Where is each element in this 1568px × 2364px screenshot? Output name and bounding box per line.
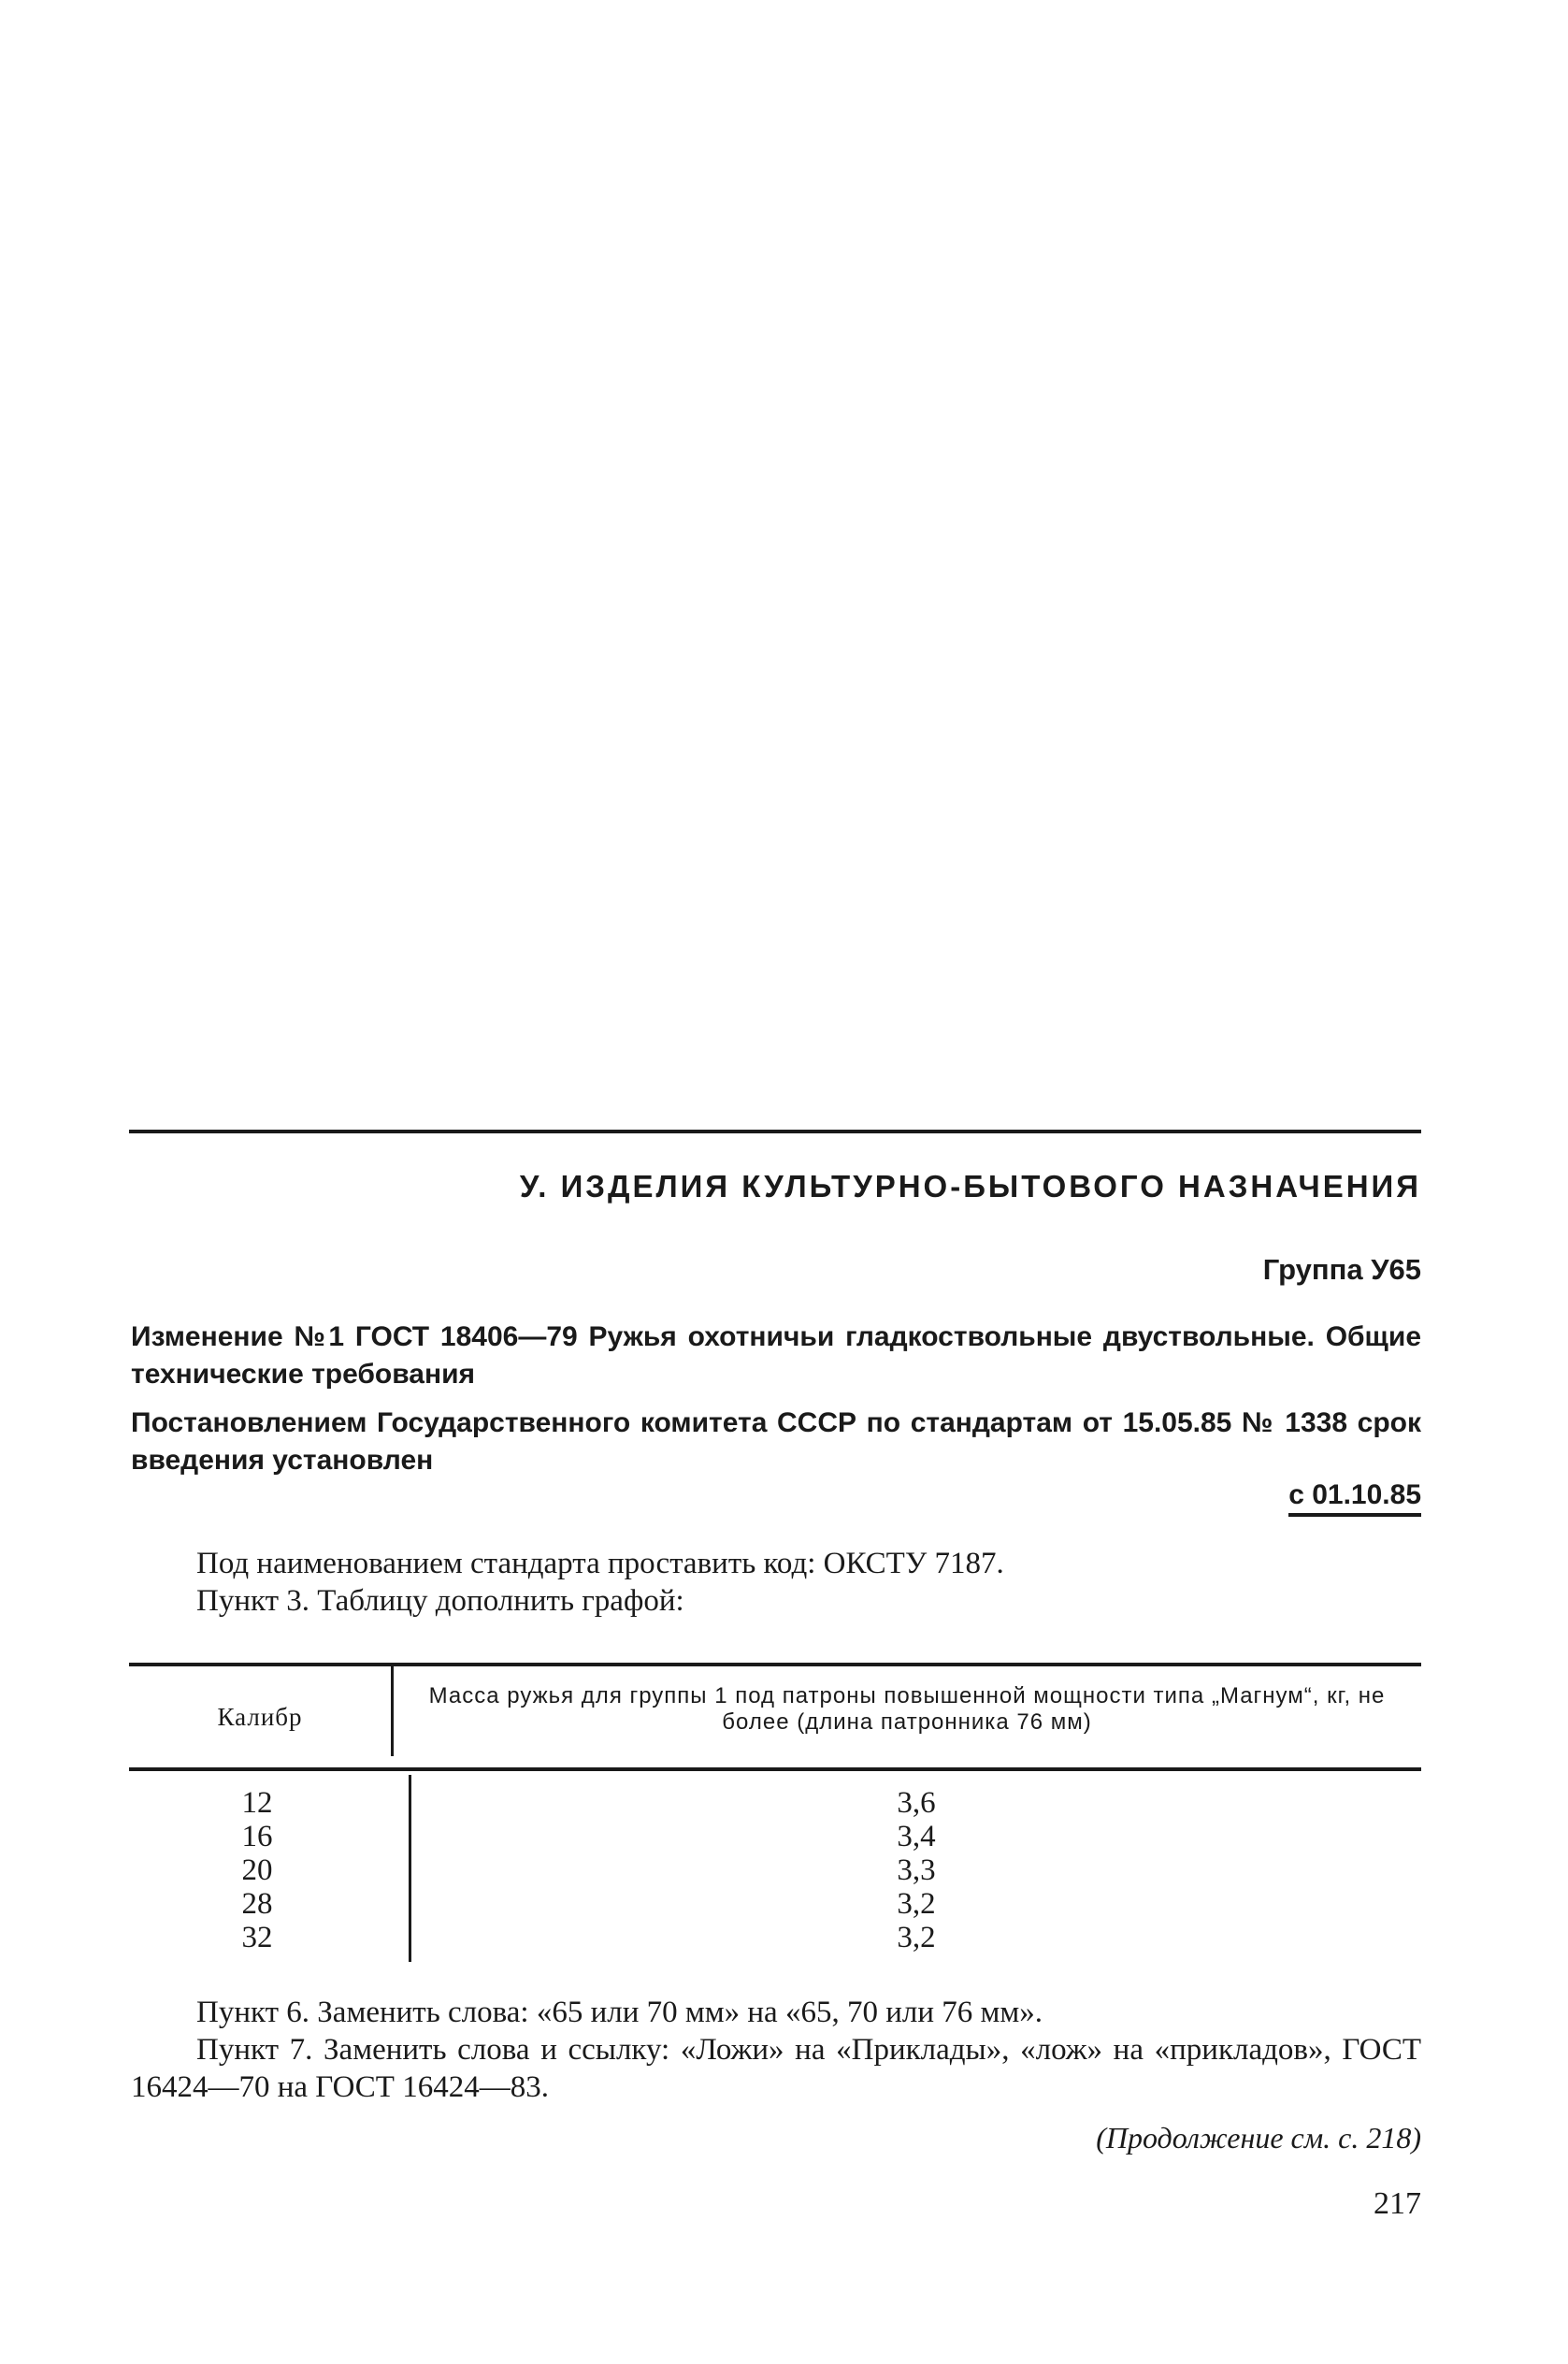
header-caliber-label: Калибр — [217, 1702, 303, 1731]
table-cell-mass: 3,2 — [897, 1887, 936, 1921]
table-cell-caliber: 28 — [241, 1887, 273, 1921]
decree-text: Постановлением Государственного комитета СССР по стандартам от 15.05.85 № 1338 срок введения установлен — [131, 1407, 1421, 1476]
header-column-divider — [391, 1666, 394, 1756]
page-number: 217 — [1374, 2186, 1421, 2221]
paragraph-okstu-code: Под наименованием стандарта проставить код: ОКСТУ 7187. — [196, 1547, 1004, 1580]
table-cell-caliber: 32 — [241, 1921, 273, 1954]
section-title: У. ИЗДЕЛИЯ КУЛЬТУРНО-БЫТОВОГО НАЗНАЧЕНИЯ — [519, 1169, 1421, 1204]
paragraph-table-addition: Пункт 3. Таблицу дополнить графой: — [196, 1584, 684, 1618]
table-cell-caliber: 20 — [241, 1853, 273, 1887]
top-rule — [129, 1130, 1421, 1133]
header-caliber — [129, 1666, 391, 1767]
header-mass: Масса ружья для группы 1 под патроны повышенной мощности типа „Магнум“, кг, не более (длина патронника 76 мм) — [428, 1683, 1386, 1735]
continuation-note: (Продолжение см. с. 218) — [1096, 2121, 1421, 2155]
group-label: Группа У65 — [1262, 1253, 1421, 1286]
table-header-rule — [129, 1767, 1421, 1771]
effective-date: с 01.10.85 — [1288, 1479, 1421, 1517]
change-title: Изменение №1 ГОСТ 18406—79 Ружья охотничьи гладкоствольные двуствольные. Общие технические требования — [131, 1321, 1421, 1390]
table-cell-mass: 3,2 — [897, 1921, 936, 1954]
table-cell-mass: 3,4 — [897, 1820, 936, 1853]
table-cell-mass: 3,6 — [897, 1786, 936, 1820]
table-cell-mass: 3,3 — [897, 1853, 936, 1887]
table-cell-caliber: 12 — [241, 1786, 273, 1820]
caliber-column — [187, 1786, 327, 1954]
body-column-divider — [409, 1775, 411, 1962]
table-cell-caliber: 16 — [241, 1820, 273, 1853]
mass-column — [823, 1786, 1010, 1954]
paragraph-item-6: Пункт 6. Заменить слова: «65 или 70 мм» на «65, 70 или 76 мм». — [196, 1996, 1043, 2029]
paragraph-item-7: Пункт 7. Заменить слова и ссылку: «Ложи» на «Приклады», «лож» на «прикладов», ГОСТ 16424—70 на ГОСТ 16424—83. — [131, 2033, 1421, 2104]
